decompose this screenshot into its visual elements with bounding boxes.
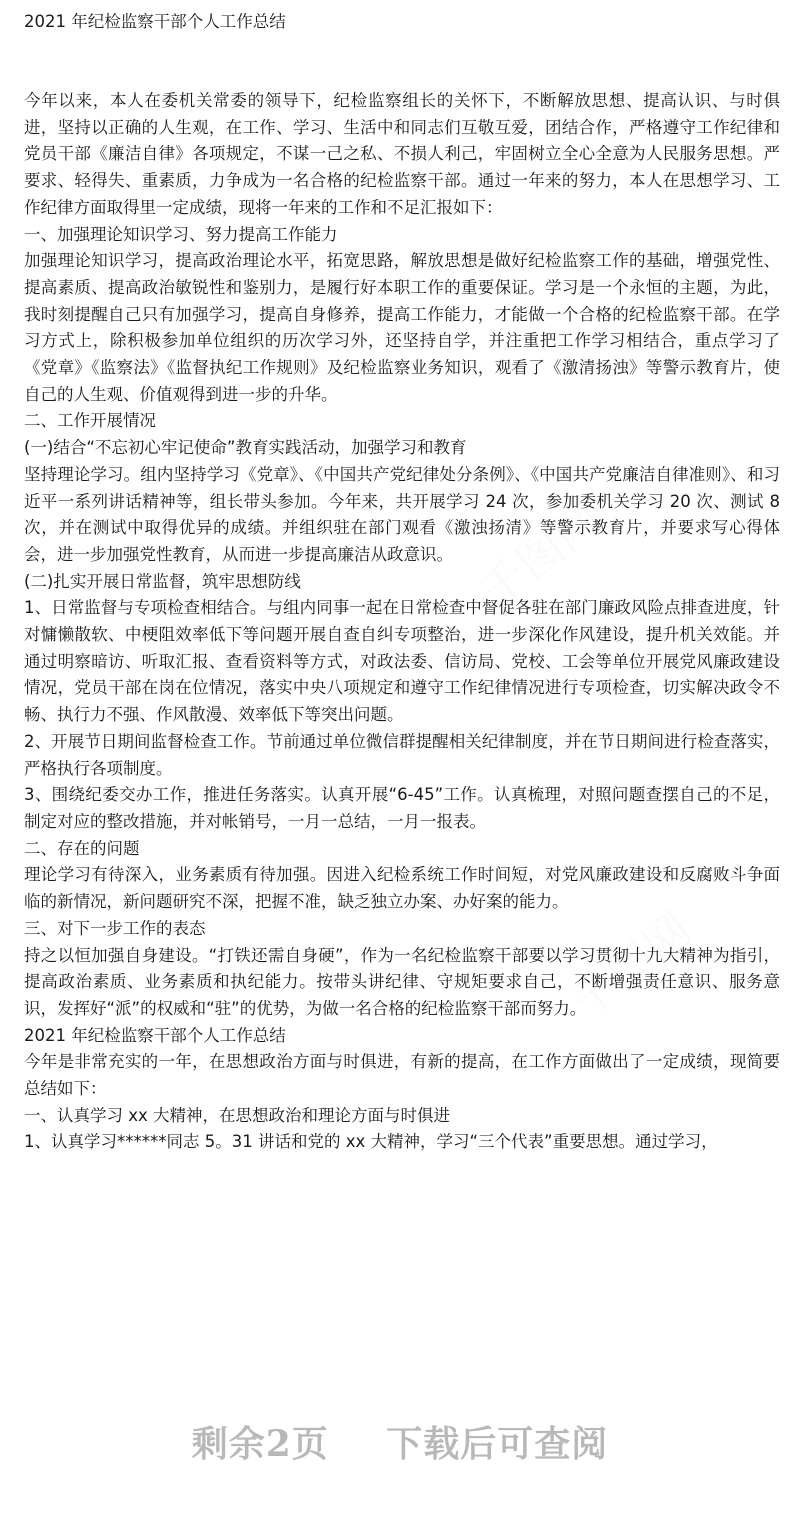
paragraph: 今年以来，本人在委机关常委的领导下，纪检监察组长的关怀下，不断解放思想、提高认识、与时俱进，坚持以正确的人生观，在工作、学习、生活中和同志们互敬互爱，团结合作，严格遵守工作纪律和党员干部《廉洁自律》各项规定，不谋一己之私、不损人利己，牢固树立全心全意为人民服务思想。严要求、轻得失、重素质，力争成为一名合格的纪检监察干部。通过一年来的努力，本人在思想学习、工作纪律方面取得里一定成绩，现将一年来的工作和不足汇报如下：: [24, 91, 780, 217]
second-document-title: 2021 年纪检监察干部个人工作总结: [24, 1025, 286, 1045]
document-heading: 2021 年纪检监察干部个人工作总结: [24, 12, 286, 31]
watermark: 千图网: [469, 491, 612, 620]
subsection-heading: (一)结合“不忘初心牢记使命”教育实践活动，加强学习和教育: [24, 438, 467, 458]
section-heading: 二、工作开展情况: [24, 411, 156, 431]
section-heading: 三、对下一步工作的表态: [24, 918, 206, 938]
paragraph: 2、开展节日期间监督检查工作。节前通过单位微信群提醒相关纪律制度，并在节日期间进行检查落实，严格执行各项制度。: [24, 731, 780, 778]
paragraph: 坚持理论学习。组内坚持学习《党章》、《中国共产党纪律处分条例》、《中国共产党廉洁自律准则》、和习近平一系列讲话精神等，组长带头参加。今年来，共开展学习 24 次，参加委机关学习 20 次、测试 8 次，并在测试中取得优异的成绩。并组织驻在部门观看《激浊扬清》等警示教育片，并要求写心得体会，进一步加强党性教育，从而进一步提高廉洁从政意识。: [24, 464, 780, 564]
document-body: [24, 88, 780, 1156]
paragraph: 1、认真学习******同志 5。31 讲话和党的 xx 大精神，学习“三个代表”重要思想。通过学习，: [24, 1132, 718, 1152]
remaining-pages-label: 剩余2页: [191, 1423, 329, 1465]
watermark: 千图网: [559, 901, 702, 1030]
download-to-view-label: 下载后可查阅: [386, 1423, 609, 1465]
section-heading: 一、加强理论知识学习、努力提高工作能力: [24, 224, 338, 244]
download-prompt-banner[interactable]: [0, 1416, 800, 1467]
document: [24, 0, 780, 1156]
paragraph: 3、围绕纪委交办工作，推进任务落实。认真开展“6-45”工作。认真梳理，对照问题查摆自己的不足，制定对应的整改措施，并对帐销号，一月一总结，一月一报表。: [24, 785, 780, 831]
paragraph: 1、日常监督与专项检查相结合。与组内同事一起在日常检查中督促各驻在部门廉政风险点排查进度，针对慵懒散软、中梗阻效率低下等问题开展自查自纠专项整治，进一步深化作风建设，提升机关效能。并通过明察暗访、听取汇报、查看资料等方式，对政法委、信访局、党校、工会等单位开展党风廉政建设情况，党员干部在岗在位情况，落实中央八项规定和遵守工作纪律情况进行专项检查，切实解决政令不畅、执行力不强、作风散漫、效率低下等突出问题。: [24, 598, 780, 725]
paragraph: 持之以恒加强自身建设。“打铁还需自身硬”，作为一名纪检监察干部要以学习贯彻十九大精神为指引，提高政治素质、业务素质和执纪能力。按带头讲纪律、守规矩要求自己，不断增强责任意识、服务意识，发挥好“派”的权威和“驻”的优势，为做一名合格的纪检监察干部而努力。: [24, 945, 780, 1018]
section-heading: 二、存在的问题: [24, 838, 140, 858]
subsection-heading: (二)扎实开展日常监督，筑牢思想防线: [24, 571, 301, 591]
paragraph: 理论学习有待深入，业务素质有待加强。因进入纪检系统工作时间短，对党风廉政建设和反腐败斗争面临的新情况，新问题研究不深，把握不准，缺乏独立办案、办好案的能力。: [24, 865, 780, 912]
section-heading: 一、认真学习 xx 大精神，在思想政治和理论方面与时俱进: [24, 1105, 451, 1125]
paragraph: 今年是非常充实的一年，在思想政治方面与时俱进，有新的提高，在工作方面做出了一定成绩，现简要总结如下：: [24, 1052, 780, 1099]
paragraph: 加强理论知识学习，提高政治理论水平，拓宽思路，解放思想是做好纪检监察工作的基础，增强党性、提高素质、提高政治敏锐性和鉴别力，是履行好本职工作的重要保证。学习是一个永恒的主题，为此，我时刻提醒自己只有加强学习，提高自身修养，提高工作能力，才能做一个合格的纪检监察干部。在学习方式上，除积极参加单位组织的历次学习外，还坚持自学，并注重把工作学习相结合，重点学习了《党章》《监察法》《监督执纪工作规则》及纪检监察业务知识，观看了《激清扬浊》等警示教育片，使自己的人生观、价值观得到进一步的升华。: [24, 251, 780, 404]
